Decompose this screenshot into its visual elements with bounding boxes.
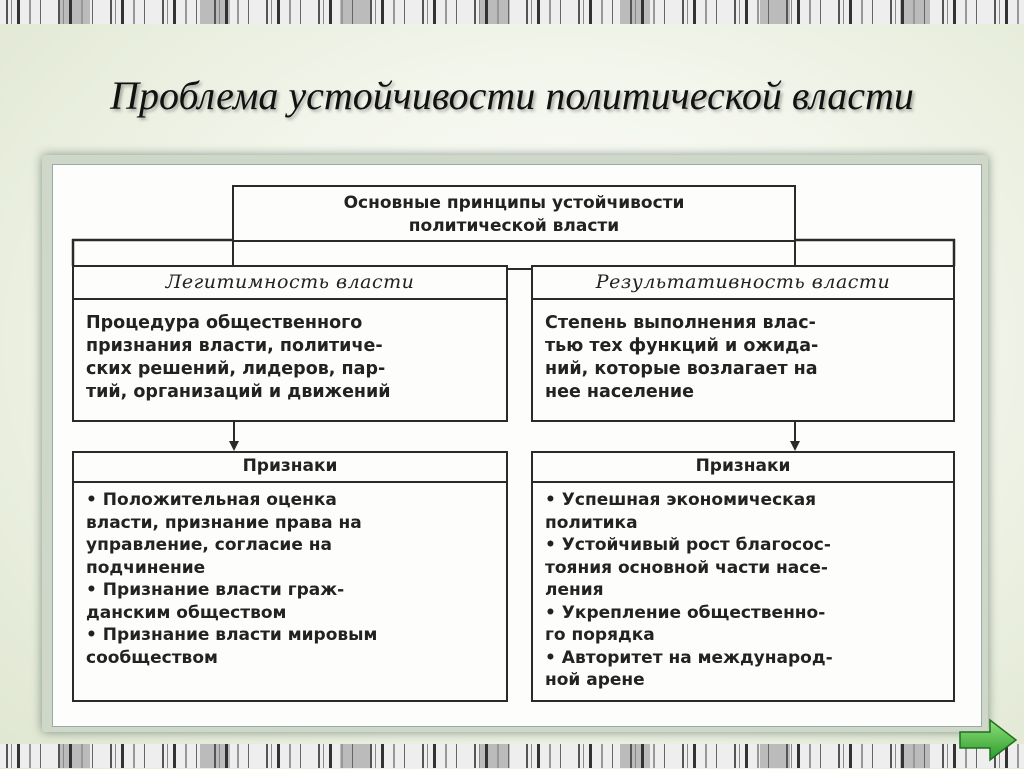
legitimacy-signs-heading: Признаки (74, 453, 506, 483)
list-item: • Признание власти мировым сообществом (86, 624, 496, 669)
legitimacy-signs-box (72, 451, 508, 702)
list-item: • Признание власти граж- данским обществом (86, 579, 496, 624)
next-slide-button[interactable] (956, 716, 1020, 764)
list-item: • Положительная оценка власти, признание права на управление, согласие на подчинение (86, 489, 496, 579)
legitimacy-def-line: тий, организаций и движений (86, 382, 391, 402)
root-principles-heading (234, 187, 794, 242)
legitimacy-def-line: Процедура общественного (86, 313, 363, 333)
slide-title: Проблема устойчивости политической власти (110, 73, 914, 118)
list-item: • Авторитет на международ- ной арене (545, 647, 943, 692)
effectiveness-signs-list (533, 483, 953, 692)
effectiveness-signs-box (531, 451, 955, 702)
effectiveness-definition-box (531, 265, 955, 422)
list-item: • Устойчивый рост благосос- тояния основной части насе- ления (545, 534, 943, 602)
legitimacy-definition (74, 300, 506, 404)
top-decorative-stripe (0, 0, 1024, 24)
effectiveness-definition (533, 300, 953, 404)
arrow-right-icon (956, 716, 1020, 764)
root-principles-box (232, 185, 796, 270)
bottom-decorative-stripe (0, 744, 1024, 768)
legitimacy-def-line: признания власти, политиче- (86, 336, 383, 356)
legitimacy-heading: Легитимность власти (74, 267, 506, 300)
list-item: • Укрепление общественно- го порядка (545, 602, 943, 647)
effectiveness-heading: Результативность власти (533, 267, 953, 300)
effectiveness-signs-heading: Признаки (533, 453, 953, 483)
legitimacy-signs-list (74, 483, 506, 669)
effectiveness-def-line: тью тех функций и ожида- (545, 336, 819, 356)
legitimacy-definition-box (72, 265, 508, 422)
legitimacy-def-line: ских решений, лидеров, пар- (86, 359, 386, 379)
root-line-1: Основные принципы устойчивости (343, 193, 685, 213)
root-line-2: политической власти (408, 216, 620, 236)
list-item: • Успешная экономическая политика (545, 489, 943, 534)
effectiveness-def-line: Степень выполнения влас- (545, 313, 816, 333)
effectiveness-def-line: нее население (545, 382, 694, 402)
effectiveness-def-line: ний, которые возлагает на (545, 359, 818, 379)
